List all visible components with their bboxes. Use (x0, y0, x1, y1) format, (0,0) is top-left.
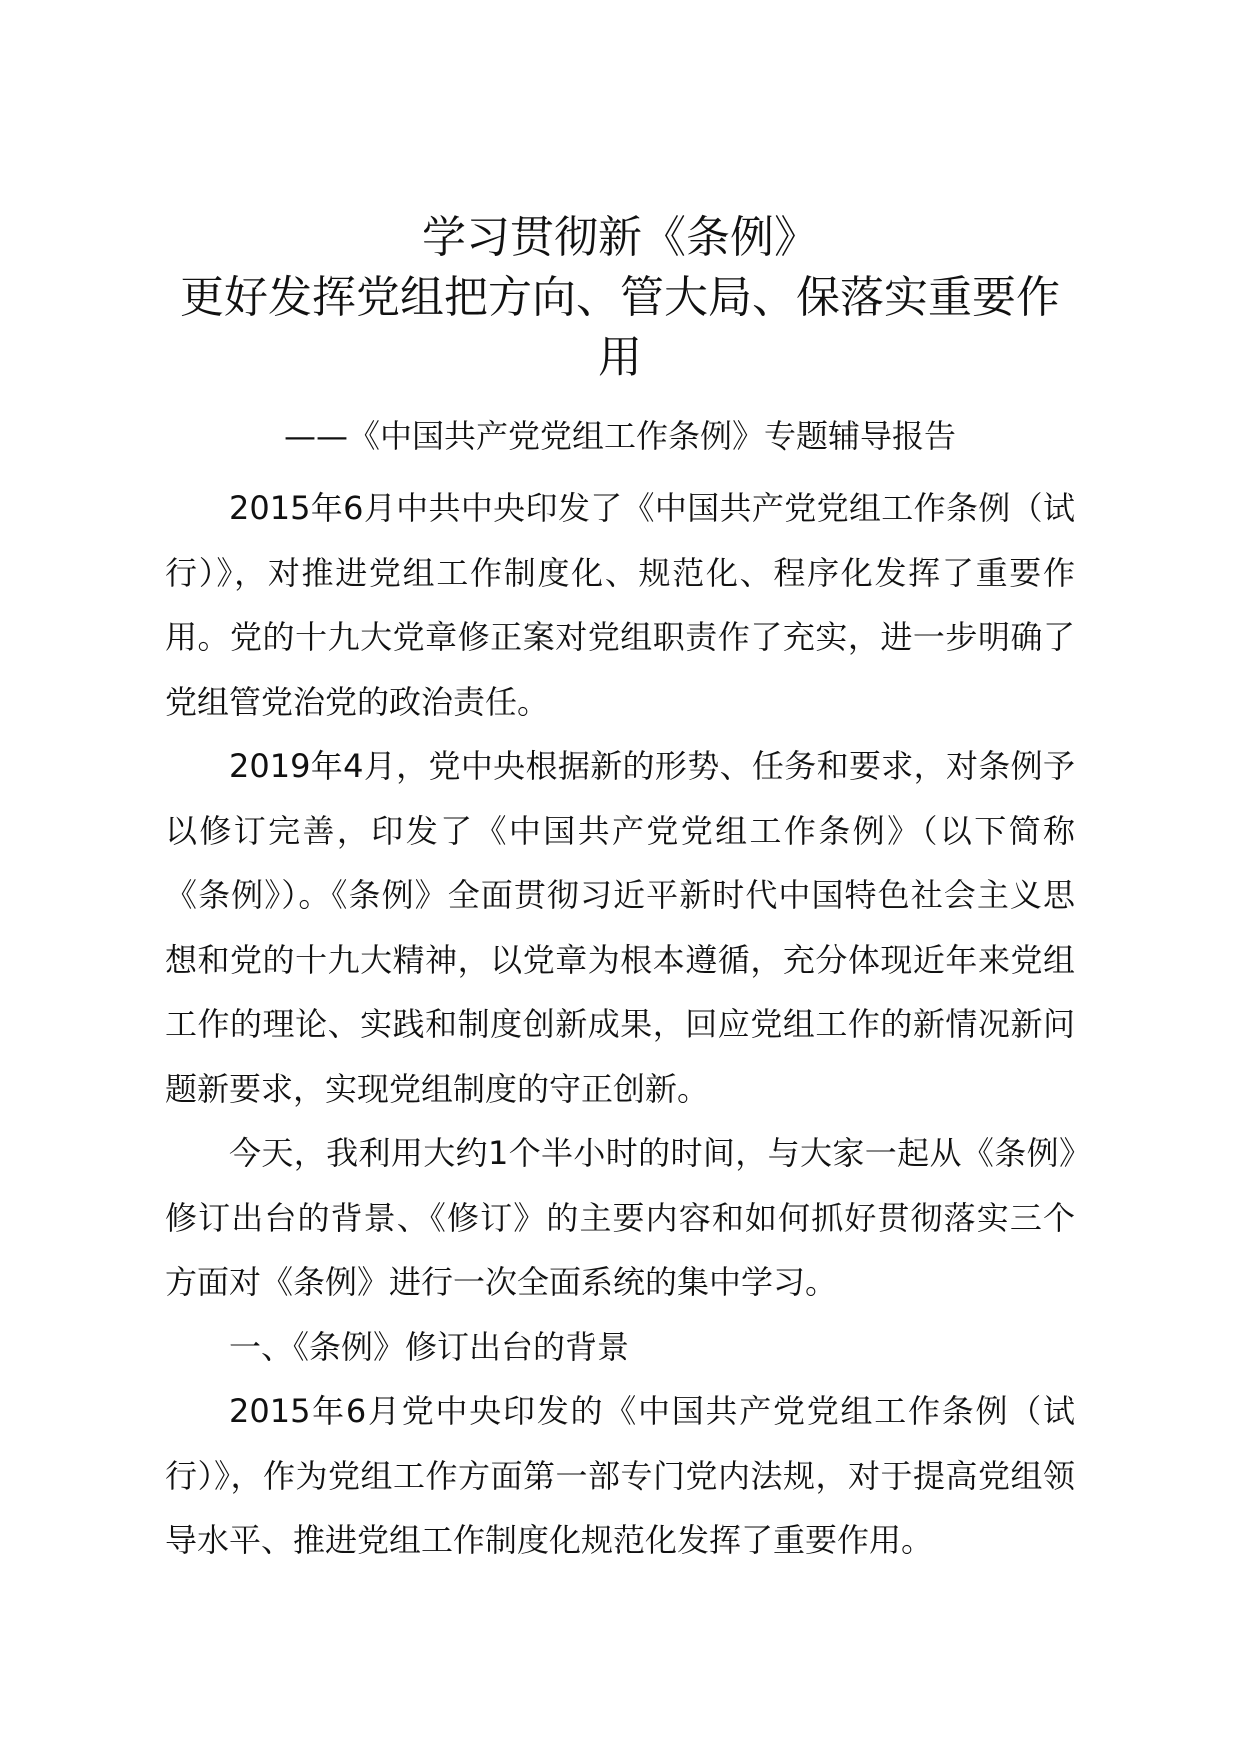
paragraph-3: 今天，我利用大约1个半小时的时间，与大家一起从《条例》修订出台的背景、《修订》的主要内容和如何抓好贯彻落实三个方面对《条例》进行一次全面系统的集中学习。 (165, 1134, 1075, 1301)
paragraph-1: 2015年6月中共中央印发了《中国共产党党组工作条例（试行）》，对推进党组工作制度化、规范化、程序化发挥了重要作用。党的十九大党章修正案对党组职责作了充实，进一步明确了党组管党治党的政治责任。 (165, 489, 1075, 721)
paragraph-2: 2019年4月，党中央根据新的形势、任务和要求，对条例予以修订完善，印发了《中国共产党党组工作条例》（以下简称《条例》）。《条例》全面贯彻习近平新时代中国特色社会主义思想和党的十九大精神，以党章为根本遵循，充分体现近年来党组工作的理论、实践和制度创新成果，回应党组工作的新情况新问题新要求，实现党组制度的守正创新。 (165, 747, 1075, 1108)
section-heading-1: 一、《条例》修订出台的背景 (229, 1327, 630, 1366)
paragraph-4: 2015年6月党中央印发的《中国共产党党组工作条例（试行）》，作为党组工作方面第一部专门党内法规，对于提高党组领导水平、推进党组工作制度化规范化发挥了重要作用。 (165, 1392, 1075, 1559)
document-title (160, 208, 1080, 388)
document-body (165, 476, 1075, 1573)
title-line-2: 更好发挥党组把方向、管大局、保落实重要作 (180, 272, 1060, 323)
title-line-1: 学习贯彻新《条例》 (422, 212, 818, 263)
title-line-3: 用 (598, 332, 642, 383)
document-subtitle: ——《中国共产党党组工作条例》专题辅导报告 (283, 417, 956, 455)
